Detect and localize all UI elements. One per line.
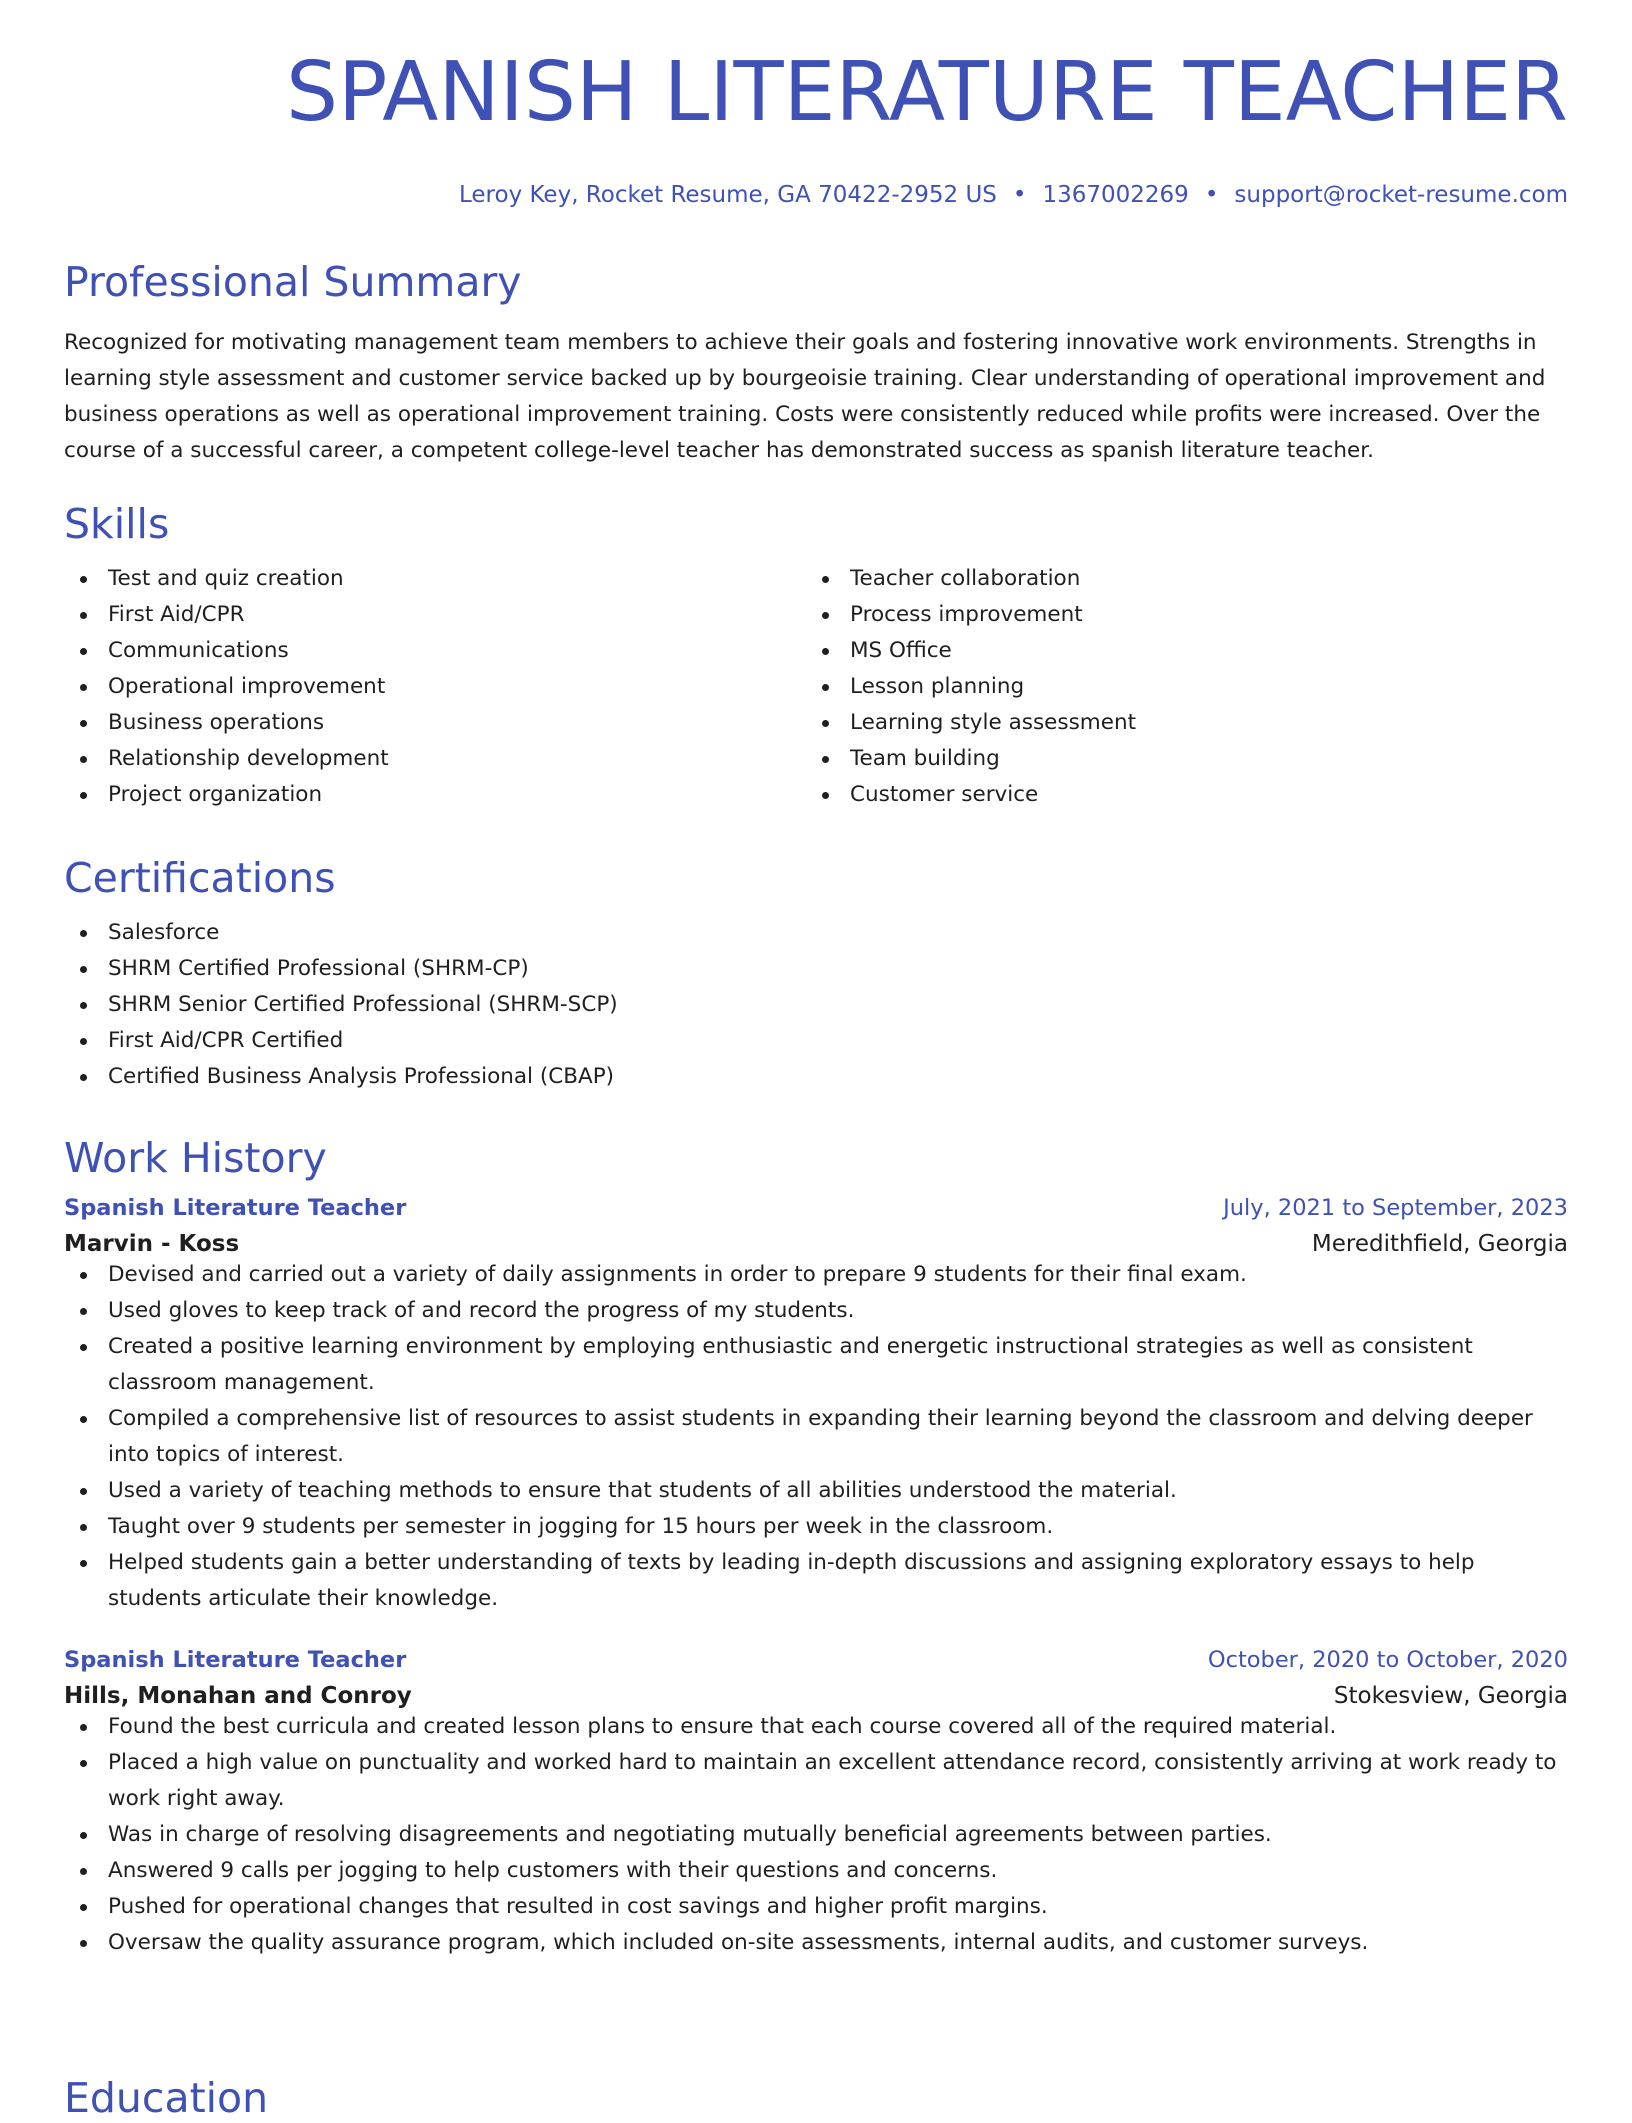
job-company: Hills, Monahan and Conroy (64, 1683, 412, 1710)
education-heading: Education (64, 2074, 269, 2122)
contact-separator: • (1012, 182, 1027, 208)
certification-item: Salesforce (64, 915, 1568, 951)
job-bullet: Placed a high value on punctuality and worked hard to maintain an excellent attendance record, consistently arriving at work ready to work right away. (64, 1745, 1568, 1817)
contact-phone: 1367002269 (1042, 182, 1189, 208)
job-bullet: Found the best curricula and created lesson plans to ensure that each course covered all of the required material. (64, 1709, 1568, 1745)
skill-item: Process improvement (806, 597, 1548, 633)
skills-left-list (64, 561, 806, 813)
job-bullet: Pushed for operational changes that resulted in cost savings and higher profit margins. (64, 1889, 1568, 1925)
contact-address: Leroy Key, Rocket Resume, GA 70422-2952 US (458, 182, 997, 208)
certification-item: First Aid/CPR Certified (64, 1023, 1568, 1059)
job-bullet-list (64, 1257, 1568, 1617)
job-dates: July, 2021 to September, 2023 (1223, 1195, 1568, 1222)
job-entry (64, 1647, 1568, 1961)
skill-item: Lesson planning (806, 669, 1548, 705)
summary-section (64, 258, 1568, 469)
job-bullet: Taught over 9 students per semester in jogging for 15 hours per week in the classroom. (64, 1509, 1568, 1545)
job-bullet: Oversaw the quality assurance program, which included on-site assessments, internal audits, and customer surveys. (64, 1925, 1568, 1961)
job-bullet: Was in charge of resolving disagreements and negotiating mutually beneficial agreements between parties. (64, 1817, 1568, 1853)
certifications-list (64, 915, 1568, 1095)
skill-item: Project organization (64, 777, 806, 813)
job-bullet: Compiled a comprehensive list of resources to assist students in expanding their learning beyond the classroom and delving deeper into topics of interest. (64, 1401, 1568, 1473)
certification-item: Certified Business Analysis Professional (CBAP) (64, 1059, 1568, 1095)
education-section (64, 2074, 1568, 2123)
skill-item: Business operations (64, 705, 806, 741)
skill-item: Operational improvement (64, 669, 806, 705)
skill-item: Team building (806, 741, 1548, 777)
certification-item: SHRM Senior Certified Professional (SHRM-SCP) (64, 987, 1568, 1023)
job-subheader (64, 1683, 1568, 1709)
job-subheader (64, 1231, 1568, 1257)
job-dates: October, 2020 to October, 2020 (1207, 1647, 1568, 1674)
skill-item: Communications (64, 633, 806, 669)
job-bullet: Devised and carried out a variety of daily assignments in order to prepare 9 students for their final exam. (64, 1257, 1568, 1293)
job-bullet: Helped students gain a better understanding of texts by leading in-depth discussions and assigning exploratory essays to help students articulate their knowledge. (64, 1545, 1568, 1617)
contact-line (459, 182, 1568, 208)
contact-email[interactable]: support@rocket-resume.com (1234, 182, 1568, 208)
skills-section (64, 500, 1568, 813)
work-history-heading: Work History (64, 1134, 327, 1182)
job-header (64, 1195, 1568, 1221)
job-header (64, 1647, 1568, 1673)
skill-item: Relationship development (64, 741, 806, 777)
skills-heading: Skills (64, 500, 170, 548)
job-bullet: Created a positive learning environment by employing enthusiastic and energetic instructional strategies as well as consistent classroom management. (64, 1329, 1568, 1401)
skill-item: Customer service (806, 777, 1548, 813)
skill-item: MS Office (806, 633, 1548, 669)
job-title: Spanish Literature Teacher (64, 1647, 407, 1674)
summary-text: Recognized for motivating management team members to achieve their goals and fostering innovative work environments. Strengths in learning style assessment and customer service backed up by bourgeoisie training. Clear understanding of operational improvement and business operations as well as operational improvement training. Costs were consistently reduced while profits were increased. Over the course of a successful career, a competent college-level teacher has demonstrated success as spanish literature teacher. (64, 330, 1546, 464)
job-location: Meredithfield, Georgia (1311, 1231, 1568, 1258)
skills-right-list (806, 561, 1548, 813)
resume-title: SPANISH LITERATURE TEACHER (285, 45, 1568, 140)
work-history-section (64, 1134, 1568, 1961)
skill-item: First Aid/CPR (64, 597, 806, 633)
job-bullet-list (64, 1709, 1568, 1961)
job-bullet: Answered 9 calls per jogging to help customers with their questions and concerns. (64, 1853, 1568, 1889)
job-entry (64, 1195, 1568, 1617)
certification-item: SHRM Certified Professional (SHRM-CP) (64, 951, 1568, 987)
skills-grid (64, 561, 1568, 813)
job-company: Marvin - Koss (64, 1231, 240, 1258)
skill-item: Test and quiz creation (64, 561, 806, 597)
certifications-heading: Certifications (64, 854, 336, 902)
job-location: Stokesview, Georgia (1333, 1683, 1568, 1710)
summary-heading: Professional Summary (64, 258, 522, 306)
contact-separator: • (1204, 182, 1219, 208)
job-bullet: Used gloves to keep track of and record the progress of my students. (64, 1293, 1568, 1329)
skill-item: Teacher collaboration (806, 561, 1548, 597)
job-bullet: Used a variety of teaching methods to ensure that students of all abilities understood the material. (64, 1473, 1568, 1509)
job-title: Spanish Literature Teacher (64, 1195, 407, 1222)
skill-item: Learning style assessment (806, 705, 1548, 741)
certifications-section (64, 854, 1568, 1095)
